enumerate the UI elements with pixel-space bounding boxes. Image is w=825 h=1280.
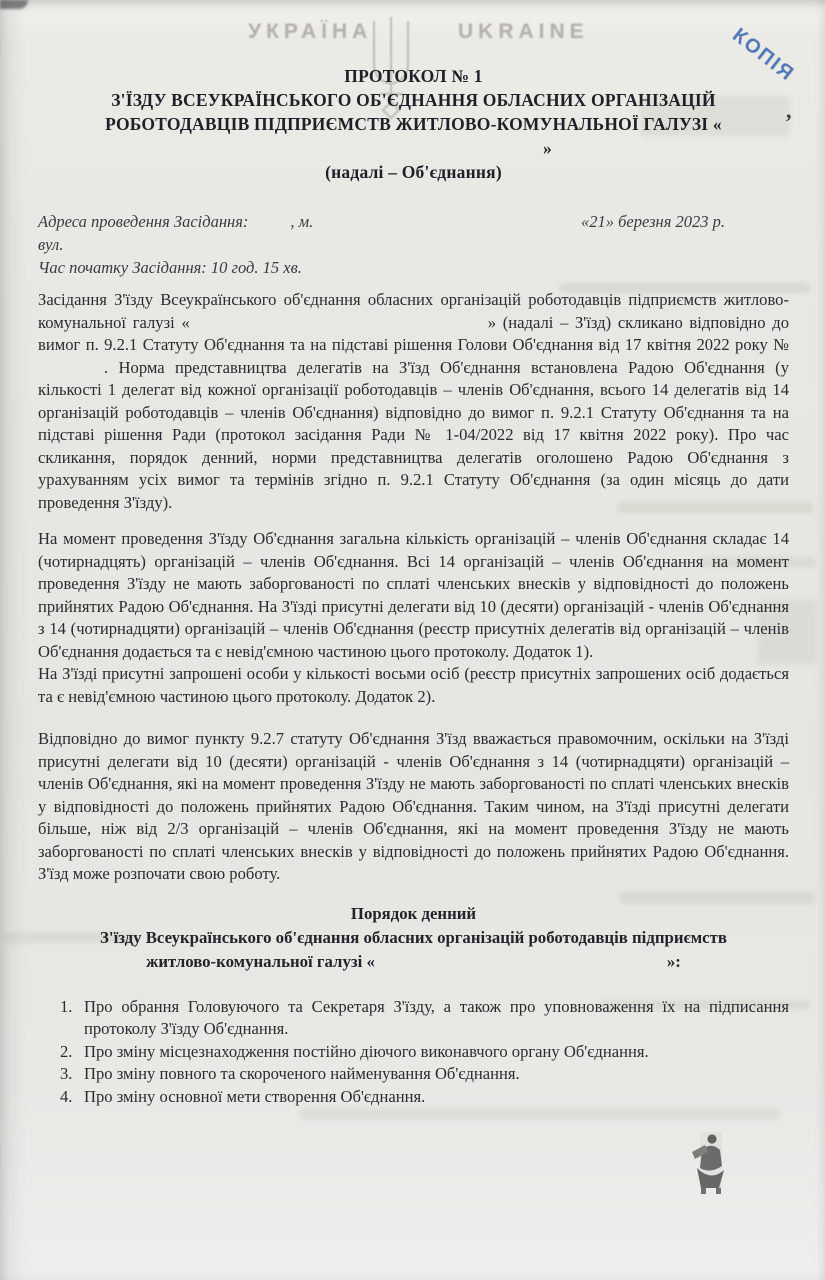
title-line-organization-1: З'ЇЗДУ ВСЕУКРАЇНСЬКОГО ОБ'ЄДНАННЯ ОБЛАСНИХ ОРГАНІЗАЦІЙ — [111, 90, 716, 110]
street-line: вул. — [38, 235, 64, 254]
agenda-item — [38, 996, 789, 1041]
agenda-heading-open: житлово-комунальної галузі « — [146, 951, 375, 971]
agenda-heading-title: Порядок денний — [350, 903, 477, 923]
blank-field — [190, 327, 488, 328]
bleed-through-artifact — [300, 1108, 780, 1120]
title-closing-quote: » — [543, 138, 552, 158]
paragraph-invitees: На З'їзді присутні запрошені особи у кількості восьми осіб (реєстр присутніх запрошених осіб додається та є невід'ємною частиною цього протоколу. Додаток 2). — [38, 664, 789, 706]
scan-ink-artifact: , — [786, 98, 792, 123]
agenda-heading-org-line: З'їзду Всеукраїнського об'єднання обласних організацій роботодавців підприємств — [100, 927, 727, 947]
agenda-item-number: 3. — [60, 1064, 73, 1083]
copy-stamp: КОПІЯ — [728, 24, 799, 86]
title-line-organization-2: РОБОТОДАВЦІВ ПІДПРИЄМСТВ ЖИТЛОВО-КОМУНАЛЬНОЇ ГАЛУЗІ « — [105, 114, 722, 134]
document-title — [38, 64, 789, 184]
agenda-heading-close: »: — [666, 951, 681, 971]
agenda-item-number: 4. — [60, 1086, 73, 1106]
blank-field — [375, 966, 667, 967]
agenda-list — [38, 996, 789, 1109]
address-line — [38, 210, 313, 233]
blank-field — [248, 226, 290, 227]
start-time-line: Час початку Засідання: 10 год. 15 хв. — [38, 258, 302, 277]
paragraph-membership: На момент проведення З'їзду Об'єднання загальна кількість організацій – членів Об'єднання складає 14 (чотирнадцять) організацій – членів Об'єднання. Всі 14 організацій – членів Об'єднання на момент проведення З'їзду не мають заборгованості по сплаті членських внесків у відповідності до положень прийнятих Радою Об'єднання. На З'їзді присутні делегати від 10 (десяти) організацій - членів Об'єднання з 14 (чотирнадцяти) організацій – членів Об'єднання (реєстр присутніх делегатів від організацій – членів Об'єднання додається та є невід'ємною частиною цього протоколу. Додаток 1). — [38, 529, 789, 661]
paragraph-quorum: Відповідно до вимог пункту 9.2.7 статуту Об'єднання З'їзд вважається правомочним, оскільки на З'їзді присутні делегати від 10 (десяти) організацій - членів Об'єднання з 14 (чотирнадцяти) організацій – членів Об'єднання, які на момент проведення З'їзду не мають заборгованості по сплаті членських внесків у відповідності до положень прийнятих Радою Об'єднання. Таким чином, на З'їзді присутні делегати більше, ніж від 2/3 організацій – членів Об'єднання, які на момент проведення З'їзду не мають заборгованості по сплаті членських внесків у відповідності до положень прийнятих Радою Об'єднання. З'їзд може розпочати свою роботу. — [38, 729, 789, 883]
agenda-heading — [38, 902, 789, 974]
agenda-item-number: 2. — [60, 1041, 73, 1061]
agenda-item — [38, 1041, 789, 1064]
seated-figure-engraving — [688, 1130, 732, 1196]
agenda-item — [38, 1063, 789, 1086]
meta-address-date-row — [38, 210, 789, 233]
paragraph-segment: » (надалі – З'їзд) скликано відповідно до вимог п. 9.2.1 Статуту Об'єднання та на підставі рішення Голови Об'єднання від 17 квітня 2022 року № — [38, 312, 789, 354]
meeting-meta — [38, 210, 789, 279]
scan-corner-artifact — [0, 0, 28, 9]
watermark-country-en: UKRAINE — [458, 20, 589, 43]
address-city-label: , м. — [290, 212, 314, 231]
agenda-heading-quote-line — [38, 950, 789, 974]
blank-field — [38, 372, 104, 373]
agenda-item-number: 1. — [60, 996, 73, 1016]
agenda-item-text: Про зміну місцезнаходження постійно діючого виконавчого органу Об'єднання. — [84, 1041, 649, 1061]
title-line-hereinafter: (надалі – Об'єднання) — [325, 162, 502, 182]
paragraph-convocation — [38, 289, 789, 514]
meeting-date: «21» березня 2023 р. — [580, 212, 725, 231]
agenda-item-text: Про обрання Головуючого та Секретаря З'їзду, а також про уповноваження їх на підписання протоколу З'їзду Об'єднання. — [84, 996, 789, 1038]
address-label: Адреса проведення Засідання: — [38, 212, 249, 231]
paragraph-segment: . Норма представництва делегатів на З'їзд Об'єднання встановлена Радою Об'єднання (у кількості 1 делегат від кожної організації роботодавців – членів Об'єднання, всього 14 делегатів від 14 організацій роботодавців – членів Об'єднання) відповідно до вимог п. 9.2.1 Статуту Об'єднання та на підставі рішення Ради (протокол засідання Ради № 1-04/2022 від 17 квітня 2022 року). Про час скликання, порядок денний, норми представництва делегатів оголошено Радою Об'єднання з урахуванням усіх вимог та термінів згідно п. 9.2.1 Статуту Об'єднання (за один місяць до дати проведення З'їзду). — [38, 357, 789, 512]
title-line-protocol-number: ПРОТОКОЛ № 1 — [344, 66, 483, 86]
watermark-country-uk: УКРАЇНА — [248, 20, 373, 43]
agenda-item-text: Про зміну повного та скороченого найменування Об'єднання. — [84, 1064, 520, 1083]
agenda-item-text: Про зміну основної мети створення Об'єднання. — [84, 1086, 426, 1106]
agenda-item — [38, 1086, 789, 1109]
paragraph-segment: Засідання З'їзду Всеукраїнського об'єднання обласних організацій роботодавців підприємств житлово-комунальної галузі « — [38, 290, 789, 332]
